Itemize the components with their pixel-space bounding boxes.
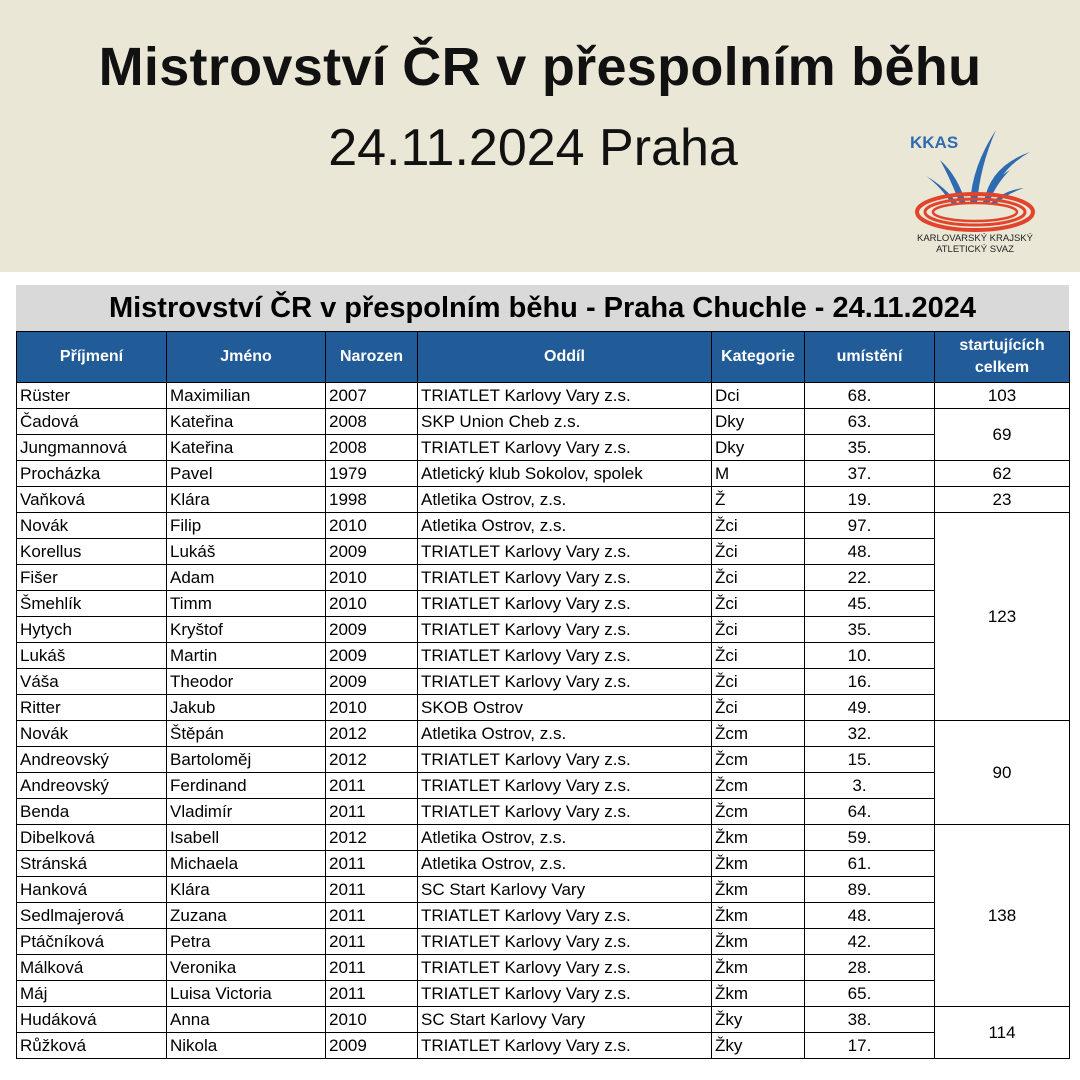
cell-place: 28. — [805, 955, 935, 981]
cell-name: Zuzana — [167, 903, 326, 929]
cell-surname: Procházka — [17, 461, 167, 487]
cell-surname: Jungmannová — [17, 435, 167, 461]
cell-surname: Lukáš — [17, 643, 167, 669]
cell-category: Žci — [712, 643, 805, 669]
column-header-born: Narozen — [326, 332, 418, 383]
table-row — [17, 1033, 1070, 1059]
cell-surname: Hytych — [17, 617, 167, 643]
table-row — [17, 825, 1070, 851]
table-row — [17, 695, 1070, 721]
cell-club: Atletika Ostrov, z.s. — [418, 851, 712, 877]
cell-total: 23 — [935, 487, 1070, 513]
cell-name: Jakub — [167, 695, 326, 721]
table-row — [17, 643, 1070, 669]
cell-place: 22. — [805, 565, 935, 591]
table-row — [17, 929, 1070, 955]
cell-name: Kryštof — [167, 617, 326, 643]
cell-club: Atletika Ostrov, z.s. — [418, 487, 712, 513]
cell-club: TRIATLET Karlovy Vary z.s. — [418, 643, 712, 669]
cell-category: Žcm — [712, 721, 805, 747]
cell-club: SKP Union Cheb z.s. — [418, 409, 712, 435]
cell-born: 2008 — [326, 409, 418, 435]
cell-surname: Čadová — [17, 409, 167, 435]
cell-name: Maximilian — [167, 383, 326, 409]
cell-category: Žcm — [712, 747, 805, 773]
cell-category: Dky — [712, 409, 805, 435]
table-row — [17, 383, 1070, 409]
cell-club: SC Start Karlovy Vary — [418, 877, 712, 903]
cell-club: SC Start Karlovy Vary — [418, 1007, 712, 1033]
cell-born: 2011 — [326, 773, 418, 799]
logo-text: KKAS — [910, 133, 959, 152]
cell-name: Lukáš — [167, 539, 326, 565]
cell-club: TRIATLET Karlovy Vary z.s. — [418, 747, 712, 773]
table-row — [17, 877, 1070, 903]
cell-place: 16. — [805, 669, 935, 695]
cell-born: 2011 — [326, 877, 418, 903]
cell-name: Pavel — [167, 461, 326, 487]
cell-place: 63. — [805, 409, 935, 435]
cell-place: 10. — [805, 643, 935, 669]
cell-name: Kateřina — [167, 435, 326, 461]
cell-category: Žcm — [712, 799, 805, 825]
cell-place: 38. — [805, 1007, 935, 1033]
cell-name: Štěpán — [167, 721, 326, 747]
logo-caption — [890, 233, 1060, 255]
cell-surname: Váša — [17, 669, 167, 695]
cell-club: Atletika Ostrov, z.s. — [418, 825, 712, 851]
table-row — [17, 981, 1070, 1007]
cell-category: Žkm — [712, 877, 805, 903]
cell-born: 2011 — [326, 903, 418, 929]
cell-surname: Novák — [17, 513, 167, 539]
column-header-name: Jméno — [167, 332, 326, 383]
cell-surname: Ptáčníková — [17, 929, 167, 955]
cell-total: 123 — [935, 513, 1070, 721]
cell-surname: Hudáková — [17, 1007, 167, 1033]
table-row — [17, 565, 1070, 591]
cell-born: 2009 — [326, 1033, 418, 1059]
cell-club: TRIATLET Karlovy Vary z.s. — [418, 617, 712, 643]
cell-born: 2012 — [326, 825, 418, 851]
cell-category: Žci — [712, 539, 805, 565]
cell-club: TRIATLET Karlovy Vary z.s. — [418, 903, 712, 929]
cell-category: Žkm — [712, 903, 805, 929]
cell-total: 69 — [935, 409, 1070, 461]
cell-name: Martin — [167, 643, 326, 669]
table-row — [17, 435, 1070, 461]
table-row — [17, 617, 1070, 643]
cell-place: 61. — [805, 851, 935, 877]
cell-born: 2009 — [326, 617, 418, 643]
cell-place: 97. — [805, 513, 935, 539]
cell-place: 59. — [805, 825, 935, 851]
cell-surname: Novák — [17, 721, 167, 747]
cell-surname: Vaňková — [17, 487, 167, 513]
cell-club: Atletický klub Sokolov, spolek — [418, 461, 712, 487]
cell-name: Luisa Victoria — [167, 981, 326, 1007]
cell-name: Klára — [167, 877, 326, 903]
cell-category: Žci — [712, 591, 805, 617]
table-row — [17, 955, 1070, 981]
cell-total: 114 — [935, 1007, 1070, 1059]
cell-born: 2011 — [326, 981, 418, 1007]
cell-born: 2010 — [326, 695, 418, 721]
cell-place: 17. — [805, 1033, 935, 1059]
cell-place: 15. — [805, 747, 935, 773]
cell-born: 2012 — [326, 721, 418, 747]
cell-club: TRIATLET Karlovy Vary z.s. — [418, 773, 712, 799]
cell-place: 35. — [805, 435, 935, 461]
cell-name: Veronika — [167, 955, 326, 981]
cell-surname: Ritter — [17, 695, 167, 721]
column-header-club: Oddíl — [418, 332, 712, 383]
cell-born: 2011 — [326, 929, 418, 955]
table-row — [17, 903, 1070, 929]
cell-club: TRIATLET Karlovy Vary z.s. — [418, 669, 712, 695]
cell-place: 32. — [805, 721, 935, 747]
cell-name: Filip — [167, 513, 326, 539]
table-row — [17, 487, 1070, 513]
cell-category: Ž — [712, 487, 805, 513]
cell-place: 3. — [805, 773, 935, 799]
cell-club: TRIATLET Karlovy Vary z.s. — [418, 955, 712, 981]
cell-place: 37. — [805, 461, 935, 487]
cell-born: 2011 — [326, 851, 418, 877]
cell-category: M — [712, 461, 805, 487]
cell-born: 2011 — [326, 955, 418, 981]
cell-club: TRIATLET Karlovy Vary z.s. — [418, 929, 712, 955]
cell-surname: Hanková — [17, 877, 167, 903]
cell-surname: Sedlmajerová — [17, 903, 167, 929]
cell-name: Bartoloměj — [167, 747, 326, 773]
cell-place: 48. — [805, 903, 935, 929]
cell-place: 65. — [805, 981, 935, 1007]
cell-category: Žcm — [712, 773, 805, 799]
table-row — [17, 409, 1070, 435]
cell-surname: Andreovský — [17, 747, 167, 773]
cell-club: TRIATLET Karlovy Vary z.s. — [418, 565, 712, 591]
cell-surname: Šmehlík — [17, 591, 167, 617]
cell-category: Žkm — [712, 981, 805, 1007]
table-header-row — [17, 332, 1070, 383]
cell-category: Žky — [712, 1007, 805, 1033]
cell-born: 2010 — [326, 565, 418, 591]
cell-category: Žky — [712, 1033, 805, 1059]
logo-caption-line2: ATLETICKÝ SVAZ — [936, 244, 1014, 255]
cell-born: 2007 — [326, 383, 418, 409]
cell-club: TRIATLET Karlovy Vary z.s. — [418, 539, 712, 565]
cell-place: 48. — [805, 539, 935, 565]
table-row — [17, 669, 1070, 695]
cell-category: Dci — [712, 383, 805, 409]
page-title: Mistrovství ČR v přespolním běhu — [98, 37, 982, 97]
table-row — [17, 513, 1070, 539]
cell-place: 42. — [805, 929, 935, 955]
cell-category: Žkm — [712, 851, 805, 877]
cell-born: 2010 — [326, 1007, 418, 1033]
cell-name: Adam — [167, 565, 326, 591]
cell-name: Theodor — [167, 669, 326, 695]
table-row — [17, 799, 1070, 825]
cell-place: 64. — [805, 799, 935, 825]
cell-name: Timm — [167, 591, 326, 617]
cell-name: Klára — [167, 487, 326, 513]
cell-surname: Fišer — [17, 565, 167, 591]
track-icon — [917, 194, 1033, 230]
cell-surname: Máj — [17, 981, 167, 1007]
cell-name: Petra — [167, 929, 326, 955]
table-row — [17, 747, 1070, 773]
cell-surname: Stránská — [17, 851, 167, 877]
cell-club: Atletika Ostrov, z.s. — [418, 513, 712, 539]
logo-caption-line1: KARLOVARSKÝ KRAJSKÝ — [917, 233, 1033, 244]
cell-total: 138 — [935, 825, 1070, 1007]
table-row — [17, 851, 1070, 877]
cell-born: 2008 — [326, 435, 418, 461]
cell-club: TRIATLET Karlovy Vary z.s. — [418, 981, 712, 1007]
cell-category: Dky — [712, 435, 805, 461]
cell-born: 2010 — [326, 591, 418, 617]
cell-place: 68. — [805, 383, 935, 409]
cell-place: 45. — [805, 591, 935, 617]
cell-surname: Benda — [17, 799, 167, 825]
cell-born: 2010 — [326, 513, 418, 539]
table-row — [17, 1007, 1070, 1033]
cell-club: TRIATLET Karlovy Vary z.s. — [418, 383, 712, 409]
column-header-place: umístění — [805, 332, 935, 383]
cell-born: 2009 — [326, 643, 418, 669]
cell-name: Isabell — [167, 825, 326, 851]
table-row — [17, 721, 1070, 747]
cell-category: Žci — [712, 695, 805, 721]
cell-surname: Rüster — [17, 383, 167, 409]
table-row — [17, 461, 1070, 487]
cell-club: SKOB Ostrov — [418, 695, 712, 721]
cell-name: Nikola — [167, 1033, 326, 1059]
cell-surname: Málková — [17, 955, 167, 981]
cell-category: Žci — [712, 513, 805, 539]
cell-name: Vladimír — [167, 799, 326, 825]
cell-category: Žci — [712, 669, 805, 695]
cell-category: Žkm — [712, 825, 805, 851]
cell-born: 2009 — [326, 669, 418, 695]
column-header-surname: Příjmení — [17, 332, 167, 383]
table-title: Mistrovství ČR v přespolním běhu - Praha Chuchle - 24.11.2024 — [16, 285, 1069, 331]
results-table — [16, 331, 1070, 1059]
cell-category: Žci — [712, 565, 805, 591]
cell-born: 2009 — [326, 539, 418, 565]
cell-category: Žkm — [712, 929, 805, 955]
cell-name: Anna — [167, 1007, 326, 1033]
column-header-category: Kategorie — [712, 332, 805, 383]
cell-club: TRIATLET Karlovy Vary z.s. — [418, 435, 712, 461]
cell-total: 90 — [935, 721, 1070, 825]
table-row — [17, 591, 1070, 617]
page-subtitle: 24.11.2024 Praha — [328, 119, 738, 177]
cell-club: Atletika Ostrov, z.s. — [418, 721, 712, 747]
cell-place: 89. — [805, 877, 935, 903]
cell-club: TRIATLET Karlovy Vary z.s. — [418, 591, 712, 617]
cell-category: Žci — [712, 617, 805, 643]
cell-place: 49. — [805, 695, 935, 721]
cell-place: 19. — [805, 487, 935, 513]
cell-name: Kateřina — [167, 409, 326, 435]
cell-surname: Růžková — [17, 1033, 167, 1059]
cell-born: 1979 — [326, 461, 418, 487]
cell-place: 35. — [805, 617, 935, 643]
cell-born: 2011 — [326, 799, 418, 825]
cell-surname: Korellus — [17, 539, 167, 565]
cell-club: TRIATLET Karlovy Vary z.s. — [418, 799, 712, 825]
column-header-total: startujících celkem — [935, 332, 1070, 383]
cell-category: Žkm — [712, 955, 805, 981]
cell-surname: Dibelková — [17, 825, 167, 851]
cell-surname: Andreovský — [17, 773, 167, 799]
cell-total: 103 — [935, 383, 1070, 409]
cell-born: 2012 — [326, 747, 418, 773]
table-row — [17, 773, 1070, 799]
cell-club: TRIATLET Karlovy Vary z.s. — [418, 1033, 712, 1059]
table-row — [17, 539, 1070, 565]
cell-total: 62 — [935, 461, 1070, 487]
cell-born: 1998 — [326, 487, 418, 513]
cell-name: Ferdinand — [167, 773, 326, 799]
cell-name: Michaela — [167, 851, 326, 877]
